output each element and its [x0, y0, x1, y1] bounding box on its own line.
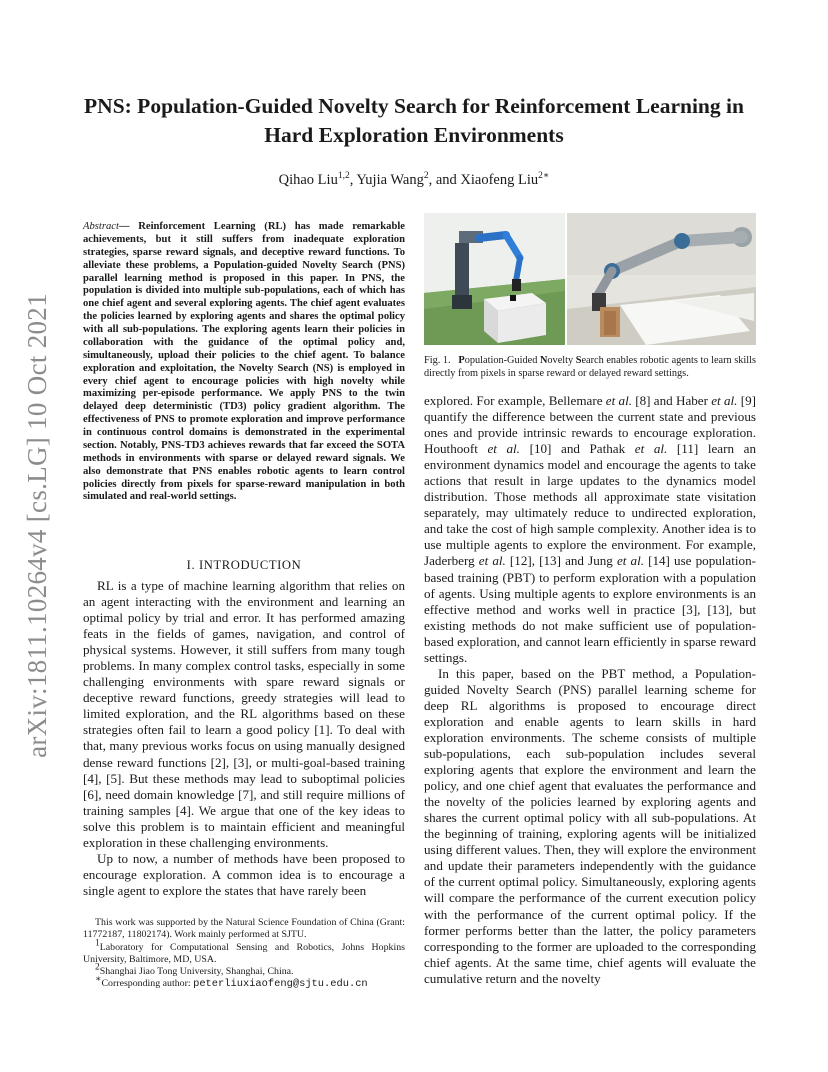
intro-paragraph: RL is a type of machine learning algorithm that relies on an agent interacting with the environment and learning an optimal policy by trial and error. It has performed amazing feats in the fields of games, navigation, and control of physical systems. However, it still suffers from many tough problems. In many complex control tasks, especially in some challenging environments with spare reward signals or deceptive reward functions, greedy strategies will lead to limited exploration, and the RL algorithms based on these strategies often fail to learn a good policy [1]. To deal with that, many previous works focus on using manually designed dense reward functions [2], [3], or multi-goal-based training [4], [5]. But these methods may lead to suboptimal policies [6], need domain knowledge [7], and still require millions of training samples [4]. We argue that one of the key ideas to solve this problem is to maintain efficient and meaningful exploration in these challenging environments. [83, 578, 405, 850]
abstract-label: Abstract [83, 221, 119, 232]
paragraph-text: In this paper, based on the PBT method, a Population-guided Novelty Search (PNS) parallel learning scheme for deep RL algorithms is proposed to encourage direct exploration and enable agents to learn skills in hard exploration environments. The scheme consists of multiple sub-populations, each sub-population includes several exploring agents that explore the environment and learn the policy, and one chief agent that evaluates the performance and the novelty of the policies learned by exploring agents and shares the current optimal policy with all sub-populations. At the beginning of training, exploring agents will be initialized using different values. Then, they will explore the environment and update their parameters independently with the guidance of the current optimal policy. Simultaneously, exploring agents will compare the performance of the current execution policy with the performance of the current optimal policy. If the former performs better than the latter, the policy parameters corresponding to the former are uploaded to the corresponding chief agents. At the same time, chief agents will evaluate the cumulative return and the novelty [424, 665, 756, 986]
italic-text: et al. [605, 393, 632, 408]
paragraph-text: [14] use population-based training (PBT) to perform exploration with a population of agents. Using multiple agents to explore environments is an effective method and works well in practice [3], [13], but existing methods do not make sufficient use of population-based exploration, and cannot learn efficiently in sparse reward settings. [424, 553, 756, 665]
author-separator: , and [428, 172, 461, 188]
paragraph-text: [12], [13] and Jung [505, 553, 617, 569]
figure-label: Fig. 1. [424, 355, 451, 366]
author-affiliation: 2 [423, 171, 429, 182]
figure-1 [424, 213, 756, 345]
footnotes [83, 917, 405, 991]
paragraph-text: explored. For example, Bellemare [424, 393, 606, 408]
paragraph-text: [8] and Haber [631, 393, 712, 408]
figure-1-caption: Fig. 1. Population-Guided Novelty Search enables robotic agents to learn skills directly from pixels in sparse reward or delayed reward settings. [424, 355, 756, 379]
abstract-dash: — [118, 221, 139, 232]
simulated-robot-image [424, 213, 565, 345]
author-name: Qihao Liu [278, 172, 338, 188]
italic-text: et al. [478, 553, 506, 569]
affiliation-footnote-1: $^1$Laboratory for Computational Sensing and Robotics, Johns Hopkins University, Baltimore, MD, USA. [83, 938, 405, 965]
body-paragraph [424, 393, 756, 666]
author-separator: , [349, 172, 357, 188]
paper-title: PNS: Population-Guided Novelty Search for Reinforcement Learning in Hard Exploration Environments [84, 94, 744, 147]
paragraph-text: [10] and Pathak [519, 441, 635, 457]
paragraph-text: [9] quantify the difference between the current state and previous ones and provide intrinsic rewards to encourage exploration. Houthooft [424, 393, 756, 457]
arxiv-side-stamp [0, 290, 75, 760]
section-heading-introduction: I. INTRODUCTION [186, 558, 302, 572]
italic-text: et al. [616, 553, 644, 569]
funding-footnote: This work was supported by the Natural Science Foundation of China (Grant: 11772187, 11802174). Work mainly performed at SJTU. [83, 917, 405, 941]
italic-text: et al. [634, 441, 668, 457]
corresponding-email: peterliuxiaofeng@sjtu.edu.cn [193, 978, 368, 991]
abstract-text: Reinforcement Learning (RL) has made remarkable achievements, but it still suffers from inadequate exploration strategies, sparse reward signals, and deceptive reward functions. To alleviate these problems, a Population-guided Novelty Search (PNS) parallel learning method is proposed in this paper. In PNS, the population is divided into multiple sub-populations, each of which has one chief agent and several exploring agents. The chief agent evaluates the policies learned by exploring agents and shares the optimal policy with all sub-populations. The exploring agents learn their policies in collaboration with the guidance of the optimal policy and, simultaneously, upload their policies to the chief agent. To balance exploration and exploitation, the Novelty Search (NS) is employed in every chief agent to encourage policies with high novelty while maximizing per-episode performance. We apply PNS to the twin delayed deep deterministic (TD3) policy gradient algorithm. The effectiveness of PNS to promote exploration and improve performance in continuous control domains is demonstrated in the experimental section. Notably, PNS-TD3 achieves rewards that far exceed the SOTA methods in environments with sparse or delayed reward signals. We also demonstrate that PNS enables robotic agents to learn control policies directly from pixels for sparse-reward manipulation in both simulated and real-world settings. [83, 221, 405, 503]
arxiv-identifier: arXiv:1811.10264v4 [cs.LG] 10 Oct 2021 [21, 292, 52, 758]
intro-paragraph: Up to now, a number of methods have been proposed to encourage exploration. A common idea is to encourage a single agent to explore the states that have rarely been [83, 850, 405, 898]
robot-photos [424, 213, 756, 345]
author-affiliation: 2∗ [538, 171, 550, 182]
corresponding-author-footnote: ∗Corresponding author: peterliuxiaofeng@sjtu.edu.cn [95, 975, 368, 991]
author-name: Xiaofeng Liu [460, 172, 539, 188]
body-paragraph [424, 666, 756, 987]
paragraph-text: [11] learn an environment dynamics model and encourage the agents to take actions that result in large updates to the dynamics model distribution. Those methods all approximate state visitation separately, may ultimately reduce to undirected exploration, and take the cost of high sample complexity. Another idea is to use multiple agents to explore the environment. For example, Jaderberg [424, 441, 757, 569]
right-column-body [424, 393, 756, 987]
author-name: Yujia Wang [356, 172, 424, 188]
italic-text: et al. [487, 441, 520, 457]
abstract [83, 221, 405, 504]
real-robot-image [567, 213, 756, 345]
introduction-body [83, 578, 405, 899]
italic-text: et al. [711, 393, 738, 408]
author-line [60, 172, 768, 189]
affiliation-footnote-2: $^2$Shanghai Jiao Tong University, Shanghai, China. [95, 962, 294, 978]
author-affiliation: 1,2 [337, 171, 350, 182]
